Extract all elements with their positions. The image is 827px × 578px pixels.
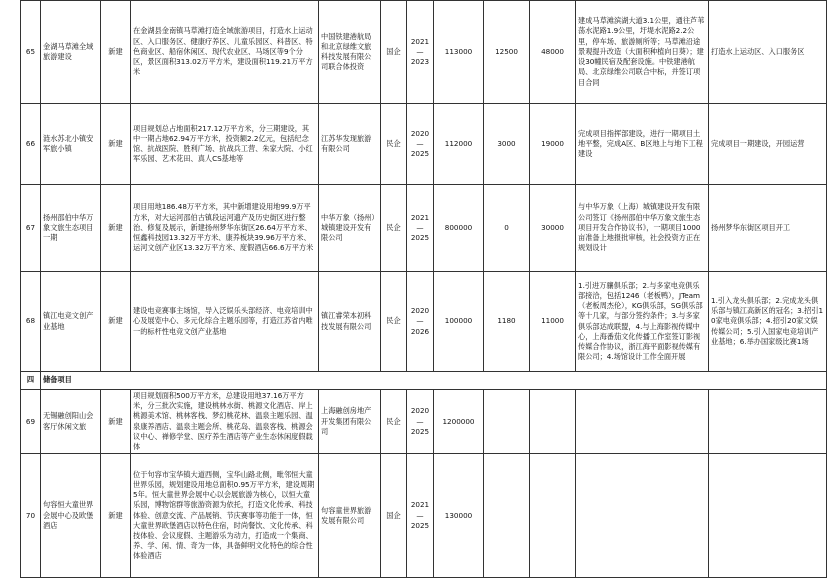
period: [407, 390, 434, 454]
investor: 中华万象（扬州）城镇建设开发有限公司: [319, 185, 381, 272]
progress-text: 建成马草滩滨湖大道3.1公里，通往芦苇荡水泥路1.9公里，圩堤水泥路2.2公里，停车场、旅游厕所等；马草滩沿途景观提升改造（大面积种植向日葵）；建设30幢民宿及配套设施。中铁建港航局、北京绿维公司联合中标，并签订项目合同: [576, 1, 709, 104]
section-header-row: [21, 372, 827, 390]
end-year: 2025: [410, 233, 430, 243]
investor-nature: 国企: [381, 1, 407, 104]
section-number: 四: [21, 372, 41, 390]
project-name: 扬州邵伯中华万象文旅生态项目一期: [41, 185, 101, 272]
project-table: [20, 0, 827, 578]
year-dash: —: [416, 138, 424, 148]
project-content: 项目规划总占地面积217.12万平方米，分三期建设，其中一期占地62.94万平方米，投资额2.2亿元，包括纪念馆、抗战医院、胜利广场、抗战兵工营、朱家大院、小红军乐园、艺术花田、真人CS基地等: [131, 104, 319, 185]
table-row: [21, 1, 827, 104]
project-name: 镇江电竞文创产业基地: [41, 272, 101, 372]
project-content: 在金湖县金南镇马草滩打造全域旅游项目，打造水上运动区、入口服务区、健康疗养区、儿童乐园区、科普区、特色商业区、船宿休闲区、现代农业区、马场区等9个分区，景区面积313.02万平方米，建设面积119.21万平方米: [131, 1, 319, 104]
row-number: 67: [21, 185, 41, 272]
project-content: 位于句容市宝华镇大道西侧，宝华山路北侧，毗邻恒大童世界乐园，规划建设用地总面积0.95万平方米，建设周期5年。恒大童世界会展中心以会展旅游为核心，以恒大童乐园，博物馆群等旅游资源为依托，打造文化传承、科技体验、创意交流、产品展销、节庆赛事等功能于一体，恒大童世界欧堡酒店以特色住宿，时尚餐饮、文化传承、科技体验、会议度假、主题游乐为动力，打造成一个集商、养、学、闲、情、奇为一体，具备鲜明文化特色的综合性体验酒店: [131, 454, 319, 578]
progress-text: [576, 454, 709, 578]
period: [407, 272, 434, 372]
completed-investment: 1180: [484, 272, 530, 372]
progress-text: 与中华万象（上海）城镇建设开发有限公司签订《扬州邵伯中华万象文旅生态项目开发合作协议书》，一期项目1000亩准备上地报批审核，社会投资方正在规划设计: [576, 185, 709, 272]
total-investment: 112000: [434, 104, 484, 185]
total-investment: 800000: [434, 185, 484, 272]
project-name: 无锡融创阳山会客厅休闲文旅: [41, 390, 101, 454]
period: [407, 454, 434, 578]
start-year: 2020: [410, 406, 430, 416]
progress-text: [576, 390, 709, 454]
end-year: 2025: [410, 520, 430, 530]
table-row: [21, 454, 827, 578]
planned-investment: [530, 390, 576, 454]
project-content: 项目规划面积500万平方米，总建设用地37.16万平方米，分三批次实施，建设桃林水街、桃源文化酒店、岸上桃源美术馆、桃林客栈、梦幻桃花林、温泉主题乐园、温泉康养酒店、温泉主题会所、桃花岛、温泉客栈、桃源会议中心、禅修学堂、医疗养生酒店等产业生态休闲度假载体: [131, 390, 319, 454]
completed-investment: [484, 454, 530, 578]
investor: 中国铁建港航局和北京绿维文旅科技发展有限公司联合体投资: [319, 1, 381, 104]
next-step-text: 扬州梦华东街区项目开工: [709, 185, 827, 272]
table-row: [21, 272, 827, 372]
row-number: 65: [21, 1, 41, 104]
investor: 镇江睿荣本初科技发展有限公司: [319, 272, 381, 372]
planned-investment: 19000: [530, 104, 576, 185]
project-content: 建设电竞赛事主场馆，导入泛娱乐头部经济、电竞培训中心及展览中心、多元化综合主题乐园等，打造江苏省内唯一的标杆性电竞文创产业基地: [131, 272, 319, 372]
completed-investment: [484, 390, 530, 454]
investor-nature: 民企: [381, 104, 407, 185]
table-row: [21, 104, 827, 185]
table-row: [21, 185, 827, 272]
investor-nature: 民企: [381, 185, 407, 272]
total-investment: 1200000: [434, 390, 484, 454]
planned-investment: 11000: [530, 272, 576, 372]
end-year: 2025: [410, 149, 430, 159]
period: [407, 1, 434, 104]
row-number: 70: [21, 454, 41, 578]
progress-text: 1.引进万骧俱乐部；2.与多家电竞俱乐部接洽，包括1246（老板鸭），JTeam（老板周杰伦），KG俱乐部，SG俱乐部等十几家，与部分签约条件；3.与多家俱乐部达成联盟，4.与上海影视传媒中心，上海番茄文化传播工作室签订影视传媒合作协议，浙江海平面影视传媒有限公司；4.场馆设计工作全面开展: [576, 272, 709, 372]
total-investment: 113000: [434, 1, 484, 104]
planned-investment: 48000: [530, 1, 576, 104]
investor: 江苏华发现旅游有限公司: [319, 104, 381, 185]
investor: 句容童世界旅游发展有限公司: [319, 454, 381, 578]
investor-nature: 民企: [381, 390, 407, 454]
project-name: 金湖马草滩全域旅游建设: [41, 1, 101, 104]
next-step-text: 完成项目一期建设，开园运营: [709, 104, 827, 185]
project-name: 涟水苏北小镇安军旅小镇: [41, 104, 101, 185]
end-year: 2025: [410, 426, 430, 436]
end-year: 2023: [410, 57, 430, 67]
investor-nature: 国企: [381, 454, 407, 578]
total-investment: 100000: [434, 272, 484, 372]
build-type: 新建: [101, 185, 131, 272]
start-year: 2021: [410, 36, 430, 46]
start-year: 2020: [410, 306, 430, 316]
year-dash: —: [416, 316, 424, 326]
total-investment: 130000: [434, 454, 484, 578]
start-year: 2020: [410, 128, 430, 138]
next-step-text: [709, 390, 827, 454]
next-step-text: 打造水上运动区、入口服务区: [709, 1, 827, 104]
build-type: 新建: [101, 104, 131, 185]
next-step-text: [709, 454, 827, 578]
row-number: 66: [21, 104, 41, 185]
end-year: 2026: [410, 326, 430, 336]
section-title: 储备项目: [41, 372, 827, 390]
year-dash: —: [416, 46, 424, 56]
build-type: 新建: [101, 390, 131, 454]
year-dash: —: [416, 222, 424, 232]
start-year: 2021: [410, 212, 430, 222]
planned-investment: 30000: [530, 185, 576, 272]
planned-investment: [530, 454, 576, 578]
year-dash: —: [416, 510, 424, 520]
build-type: 新建: [101, 454, 131, 578]
next-step-text: 1.引入龙头俱乐部；2.完成龙头俱乐部与镇江高新区的冠名；3.招引10家电竞俱乐部；4.招引20家文娱传媒公司；5.引入国家电竞培训产业基地；6.举办国家级比赛1场: [709, 272, 827, 372]
project-content: 项目用地186.48万平方米，其中新增建设用地99.9万平方米，对大运河邵伯古镇段运河遗产及历史街区进行整治、修复及展示，新建扬州梦华东街区26.64万平方米、恒鑫科技园13.32万平方米、康养板块39.96万平方米、运河文创产业区13.32万平方米、度假酒店66.6万平方米: [131, 185, 319, 272]
row-number: 68: [21, 272, 41, 372]
progress-text: 完成项目指挥部建设，进行一期项目土地平整，完成A区、B区地上与地下工程建设: [576, 104, 709, 185]
row-number: 69: [21, 390, 41, 454]
build-type: 新建: [101, 272, 131, 372]
investor: 上海融创房地产开发集团有限公司: [319, 390, 381, 454]
period: [407, 185, 434, 272]
period: [407, 104, 434, 185]
completed-investment: 12500: [484, 1, 530, 104]
build-type: 新建: [101, 1, 131, 104]
year-dash: —: [416, 416, 424, 426]
project-name: 句容恒大童世界会展中心及欧堡酒店: [41, 454, 101, 578]
table-row: [21, 390, 827, 454]
start-year: 2021: [410, 500, 430, 510]
completed-investment: 3000: [484, 104, 530, 185]
investor-nature: 民企: [381, 272, 407, 372]
completed-investment: 0: [484, 185, 530, 272]
